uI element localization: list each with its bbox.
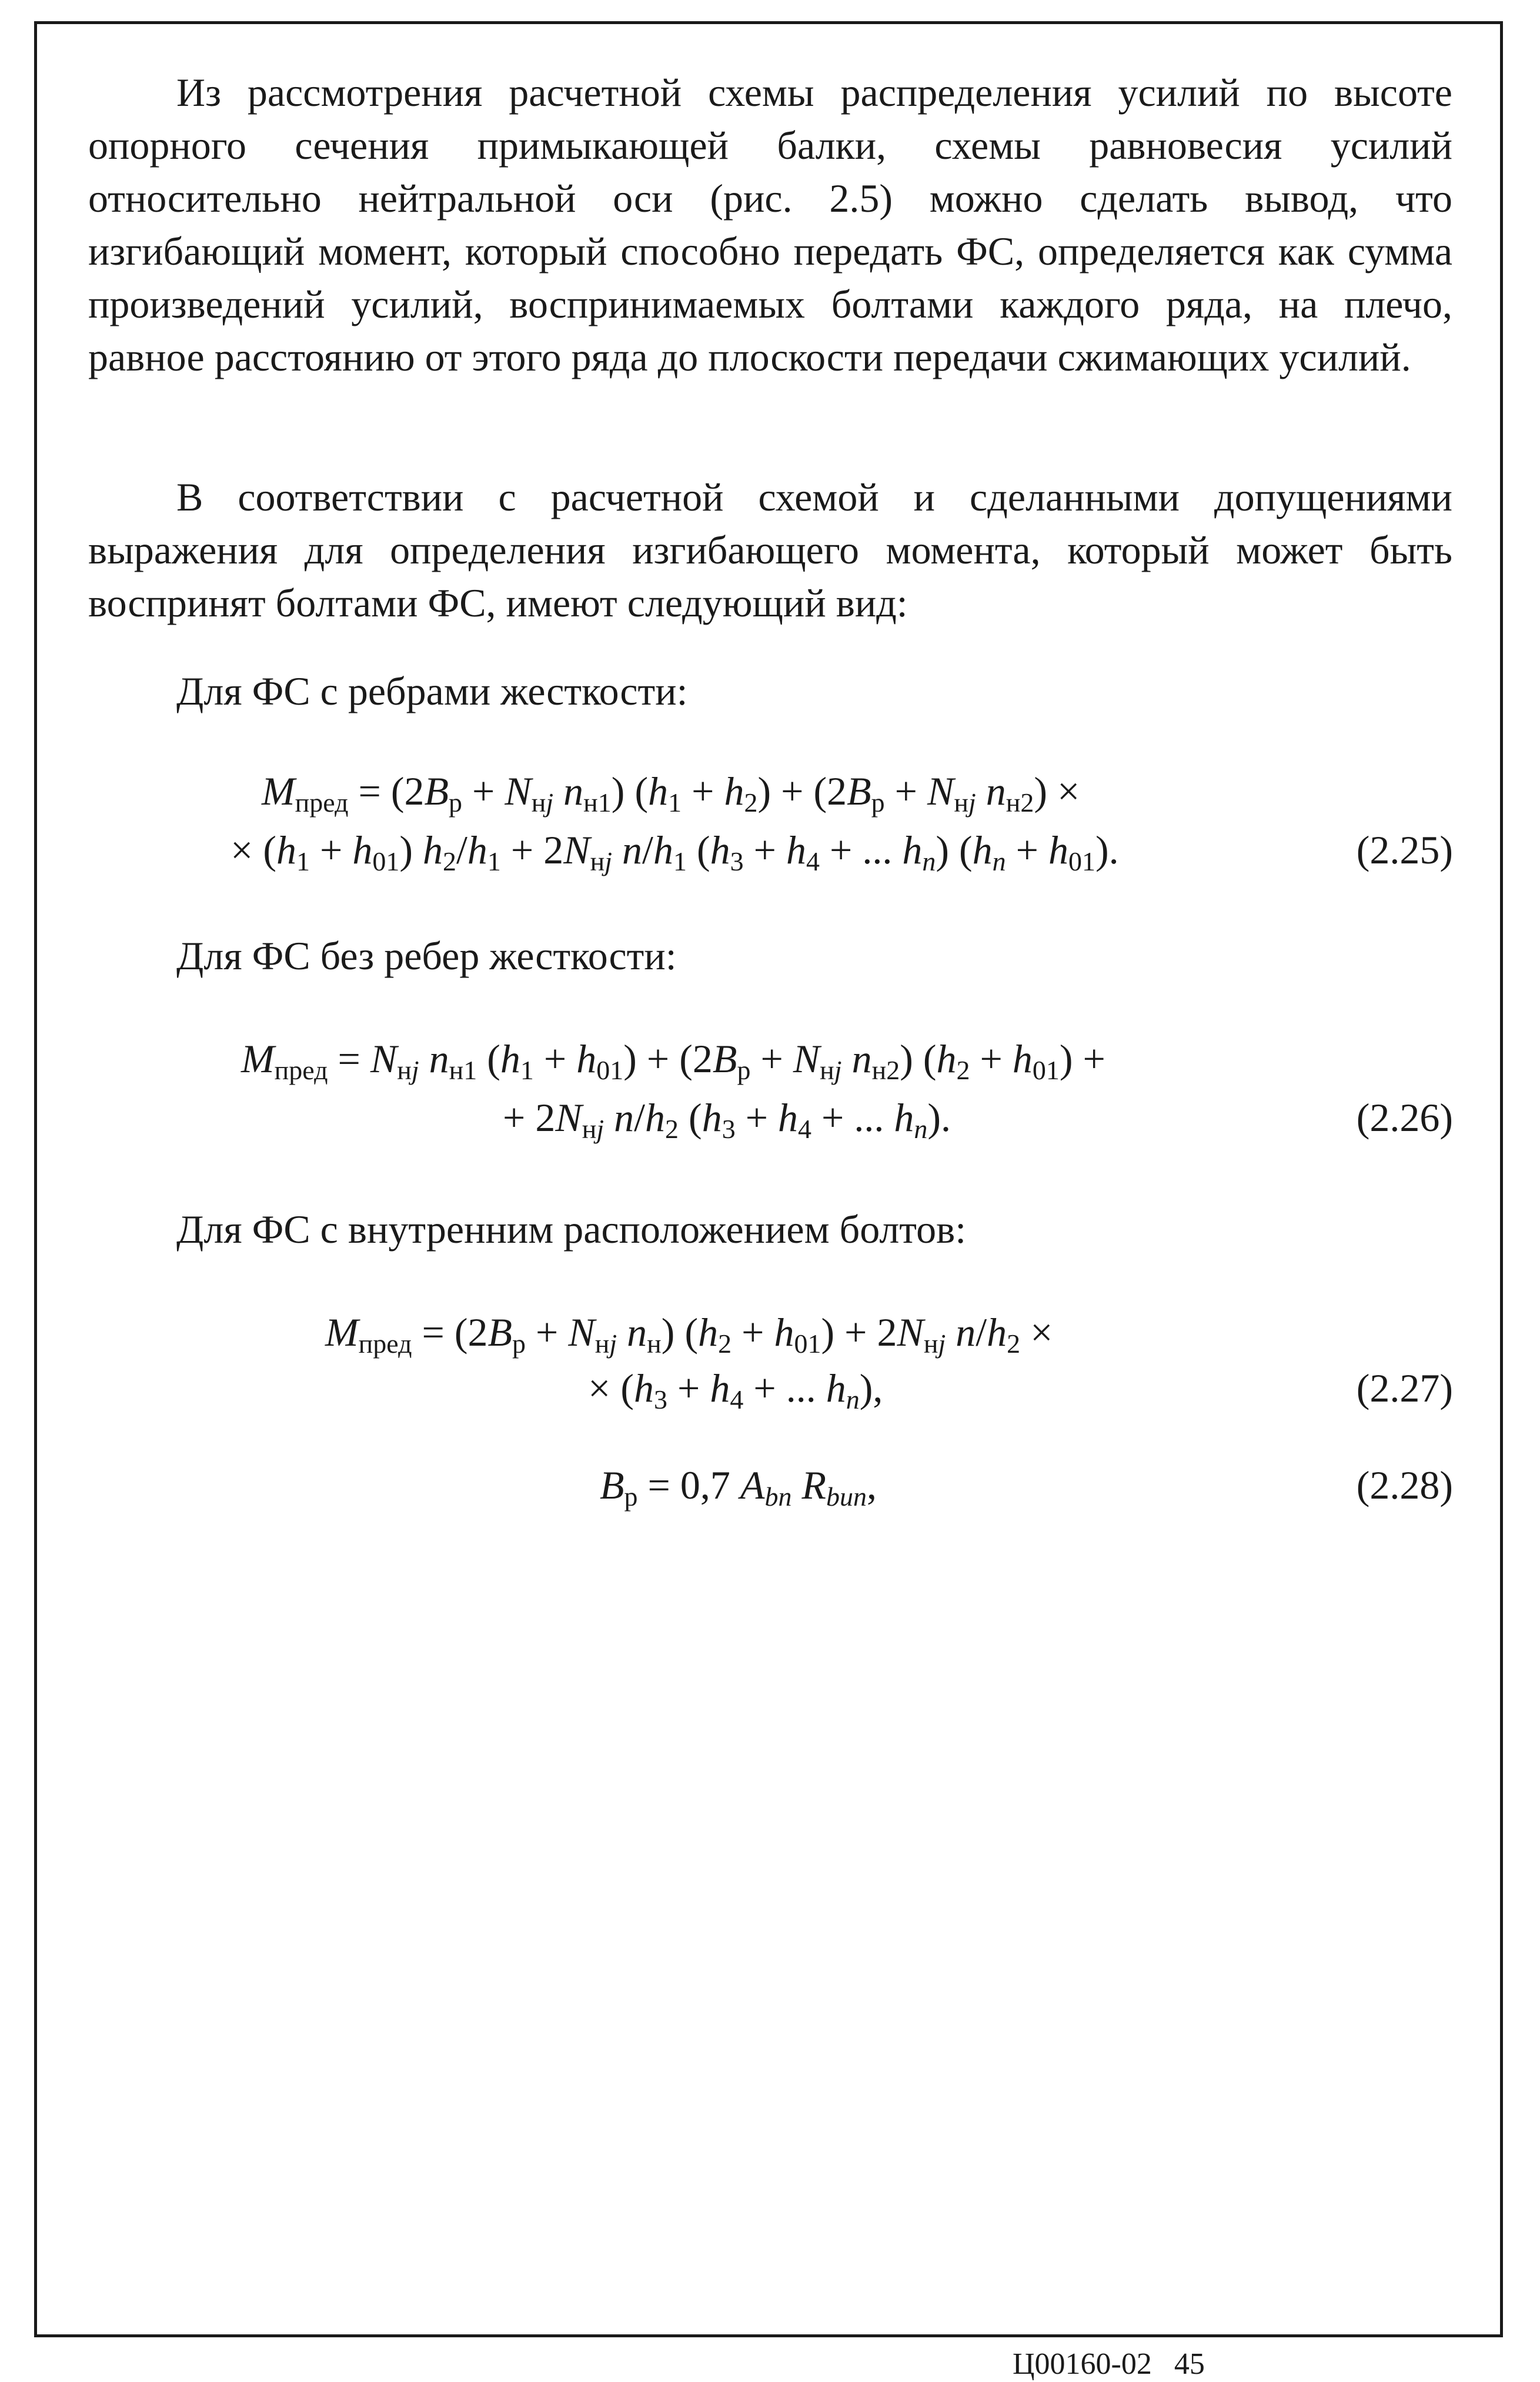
heading-internal-bolts: Для ФС с внутренним расположением болтов: [176, 1207, 967, 1252]
equation-2-28: $B_р = 0,7$ $A_{bn}$ $R_{bun}$, [600, 1463, 877, 1512]
page-footer [1013, 2347, 1227, 2382]
paragraph-2: В соответствии с расчетной схемой и сделанными допущениями выражения для определения изгибающего момента, который может быть воспринят болтами ФС, имеют следующий вид: [88, 475, 1452, 625]
equation-2-27-line-1: $M_{пред} = (2B_р + N_{нj}$ $n_н$) $(h_2 + h_{01}) + 2N_{нj}$ $n/h_2$ × [325, 1310, 1053, 1359]
paragraph-1: Из рассмотрения расчетной схемы распределения усилий по высоте опорного сечения примыкающей балки, схемы равновесия усилий относительно нейтральной оси (рис. 2.5) можно сделать вывод, что изгибающий момент, который способно передать ФС, определяется как сумма произведений усилий, воспринимаемых болтами каждого ряда, на плечо, равное расстоянию от этого ряда до плоскости передачи сжимающих усилий. [88, 70, 1452, 379]
heading-with-ribs: Для ФС с ребрами жесткости: [176, 669, 688, 713]
equation-2-25-number: (2.25) [1356, 828, 1453, 872]
equation-2-27-number: (2.27) [1356, 1366, 1453, 1410]
equation-2-26-line-1: $M_{пред} = N_{нj}$ $n_{н1}$ $(h_1 + h_{01}) + (2B_р + N_{нj}$ $n_{н2}$) $(h_2 + h_{01})$ + [241, 1036, 1105, 1085]
heading-without-ribs: Для ФС без ребер жесткости: [176, 933, 677, 978]
document-code: Ц00160-02 [1013, 2347, 1152, 2381]
equation-2-26-line-2: + $2N_{нj}$ $n/h_2$ ($h_3 + h_4$ + ... $h_n$). [503, 1095, 951, 1144]
equation-2-28-number: (2.28) [1356, 1463, 1453, 1507]
equation-2-25-line-2: × $(h_1 + h_{01}) h_2/h_1 + 2N_{нj}$ $n/h_1$ ($h_3 + h_4$ + ... $h_n$) $(h_n + h_{01})$. [231, 828, 1119, 876]
equation-2-26-number: (2.26) [1356, 1095, 1453, 1140]
equation-2-25-line-1: $M_{пред} = (2B_р + N_{нj}$ $n_{н1}$) $(h_1 + h_2) + (2B_р + N_{нj}$ $n_{н2}$) × [262, 769, 1080, 818]
page-number: 45 [1174, 2347, 1205, 2381]
equation-2-27-line-2: × ($h_3 + h_4$ + ... $h_n$), [588, 1366, 883, 1414]
